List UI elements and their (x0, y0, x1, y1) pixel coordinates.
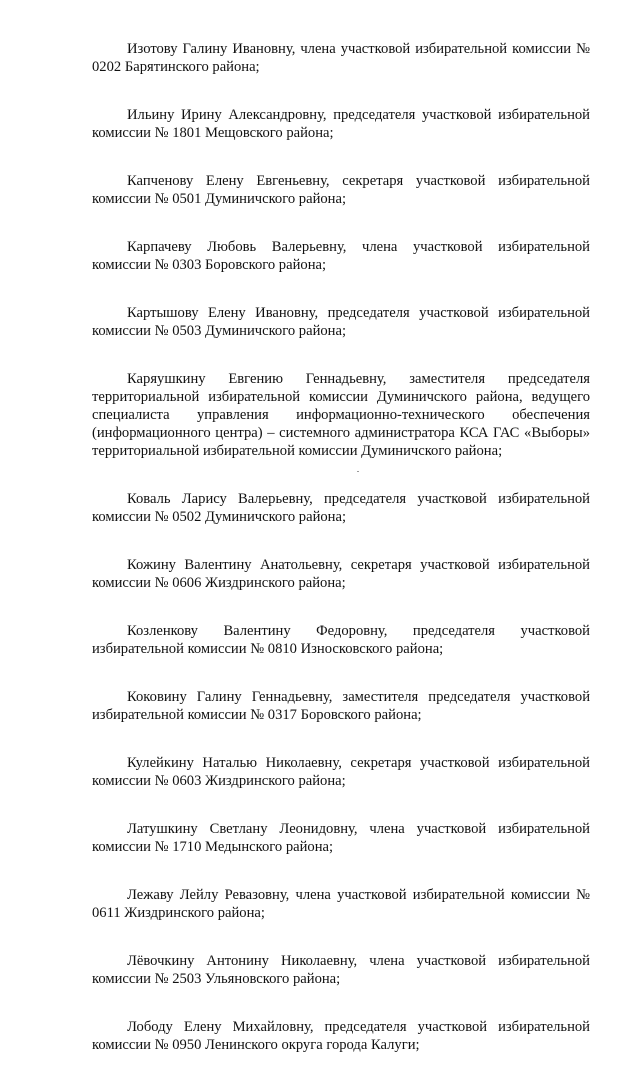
list-item-karpacheva: Карпачеву Любовь Валерьевну, члена участковой избирательной комиссии № 0303 Боровского района; (92, 239, 590, 273)
list-item-kartyshova: Картышову Елену Ивановну, председателя участковой избирательной комиссии № 0503 Думиничского района; (92, 305, 590, 339)
list-item-kozlenkova: Козленкову Валентину Федоровну, председателя участковой избирательной комиссии № 0810 Износковского района; (92, 623, 590, 657)
list-item-karyaushkina: Каряушкину Евгению Геннадьевну, заместителя председателя территориальной избирательной комиссии Думиничского района, ведущего специалиста управления информационно-технического обеспечения (информационного центра) – системного администратора КСА ГАС «Выборы» территориальной избирательной комиссии Думиничского района; (92, 371, 590, 459)
scan-speck (357, 471, 359, 472)
list-item-kokovina: Коковину Галину Геннадьевну, заместителя председателя участковой избирательной комиссии № 0317 Боровского района; (92, 689, 590, 723)
list-item-kapchenova: Капченову Елену Евгеньевну, секретаря участковой избирательной комиссии № 0501 Думиничского района; (92, 173, 590, 207)
list-item-loboda: Лободу Елену Михайловну, председателя участковой избирательной комиссии № 0950 Ленинского округа города Калуги; (92, 1019, 590, 1053)
list-item-levochkina: Лёвочкину Антонину Николаевну, члена участковой избирательной комиссии № 2503 Ульяновского района; (92, 953, 590, 987)
list-item-latushkina: Латушкину Светлану Леонидовну, члена участковой избирательной комиссии № 1710 Медынского района; (92, 821, 590, 855)
document-body (92, 40, 590, 1084)
list-item-izotova: Изотову Галину Ивановну, члена участковой избирательной комиссии № 0202 Барятинского района; (92, 41, 590, 75)
list-item-lezhava: Лежаву Лейлу Ревазовну, члена участковой избирательной комиссии № 0611 Жиздринского района; (92, 887, 590, 921)
list-item-koval: Коваль Ларису Валерьевну, председателя участковой избирательной комиссии № 0502 Думиничского района; (92, 491, 590, 525)
list-item-kuleykina: Кулейкину Наталью Николаевну, секретаря участковой избирательной комиссии № 0603 Жиздринского района; (92, 755, 590, 789)
list-item-ilyina: Ильину Ирину Александровну, председателя участковой избирательной комиссии № 1801 Мещовского района; (92, 107, 590, 141)
list-item-kozhina: Кожину Валентину Анатольевну, секретаря участковой избирательной комиссии № 0606 Жиздринского района; (92, 557, 590, 591)
